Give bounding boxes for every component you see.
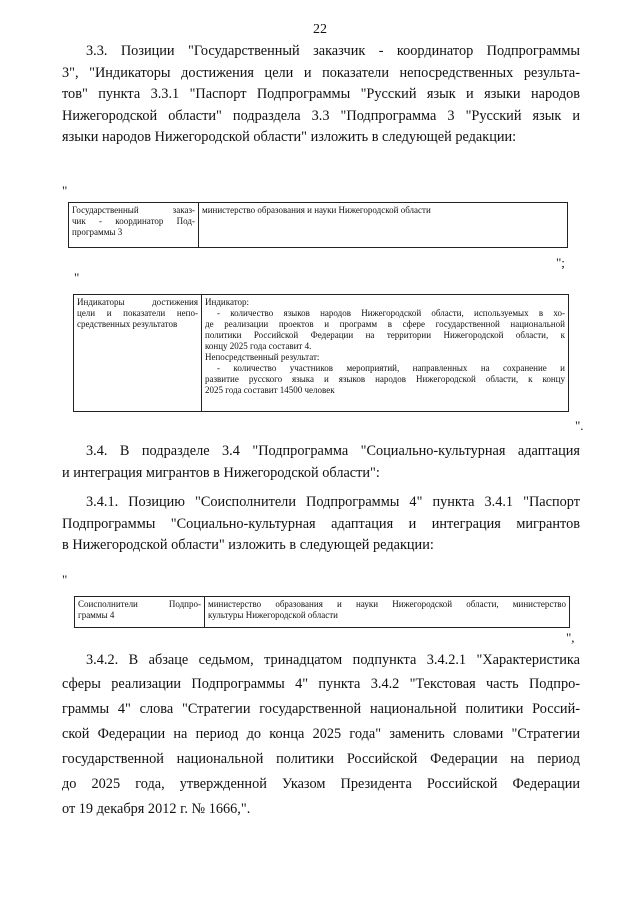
cell-line: министерство образования и науки Нижегородской области, министерство: [208, 599, 566, 609]
cell-line: политики Российской Федерации на территории Нижегородской области, к: [205, 330, 565, 340]
cell-line: Государственный заказ-: [72, 205, 195, 215]
text-line: граммы 4" слова "Стратегии государственной национальной политики Россий-: [62, 700, 580, 717]
paragraph-3-4: [62, 441, 580, 484]
cell-line: концу 2025 года составит 4.: [205, 341, 312, 351]
table-label-cell: [75, 597, 205, 628]
cell-line: - количество участников мероприятий, направленных на сохранение и: [217, 363, 565, 373]
cell-line: граммы 4: [78, 610, 115, 620]
close-quote: ",: [566, 630, 575, 645]
text-line: от 19 декабря 2012 г. № 1666,".: [62, 800, 251, 817]
open-quote: ": [62, 572, 68, 587]
text-line: 3.4. В подразделе 3.4 "Подпрограмма "Социально-культурная адаптация: [86, 443, 580, 459]
table-value-cell: [205, 597, 570, 628]
text-line: в Нижегородской области" изложить в следующей редакции:: [62, 537, 434, 554]
cell-line: средственных результатов: [77, 319, 178, 329]
text-line: 3.4.2. В абзаце седьмом, тринадцатом подпункта 3.4.2.1 "Характеристика: [86, 652, 580, 668]
cell-line: - количество языков народов Нижегородской области, используемых в хо-: [217, 308, 565, 318]
cell-line: министерство образования и науки Нижегородской области: [202, 205, 431, 215]
cell-line: 2025 года составит 14500 человек: [205, 385, 335, 395]
text-line: тов" пункта 3.3.1 "Паспорт Подпрограммы "Русский язык и языки народов: [62, 86, 580, 103]
cell-line: развитие русского языка и языков народов Нижегородской области, к концу: [205, 374, 565, 384]
cell-line: Индикаторы достижения: [77, 297, 198, 307]
text-line: 3.3. Позиции "Государственный заказчик - координатор Подпрограммы: [86, 43, 580, 59]
table-value-cell: [199, 203, 568, 248]
paragraph-3-4-1: [62, 492, 580, 557]
cell-line: культуры Нижегородской области: [208, 610, 338, 620]
text-line: Подпрограммы "Социально-культурная адаптация и интеграция мигрантов: [62, 515, 580, 532]
page-number: 22: [313, 22, 327, 37]
text-line: сферы реализации Подпрограммы 4" пункта 3.4.2 "Текстовая часть Подпро-: [62, 675, 580, 692]
close-quote: ";: [556, 255, 565, 270]
text-line: языки народов Нижегородской области" изложить в следующей редакции:: [62, 129, 517, 146]
cell-line: Непосредственный результат:: [205, 352, 320, 362]
cell-line: цели и показатели непо-: [77, 308, 198, 318]
open-quote: ": [74, 270, 80, 285]
cell-line: Индикатор:: [205, 297, 250, 307]
text-line: и интеграция мигрантов в Нижегородской области":: [62, 464, 380, 481]
table-coordinator: [68, 202, 568, 248]
text-line: 3", "Индикаторы достижения цели и показатели непосредственных результа-: [62, 64, 580, 81]
open-quote: ": [62, 183, 68, 198]
text-line: 3.4.1. Позицию "Соисполнители Подпрограммы 4" пункта 3.4.1 "Паспорт: [86, 494, 580, 510]
table-indicators: [73, 294, 569, 412]
table-label-cell: [69, 203, 199, 248]
text-line: до 2025 года, утвержденной Указом Президента Российской Федерации: [62, 775, 580, 792]
cell-line: программы 3: [72, 227, 123, 237]
paragraph-3-4-2: [62, 650, 580, 822]
table-value-cell: [202, 295, 569, 412]
cell-line: де реализации проектов и программ в сфере государственной национальной: [205, 319, 565, 329]
text-line: ской Федерации на период до конца 2025 года" заменить словами "Стратегии: [62, 725, 580, 742]
table-coexecutors: [74, 596, 570, 628]
text-line: Нижегородской области" подраздела 3.3 "Подпрограмма 3 "Русский язык и: [62, 107, 580, 124]
cell-line: чик - координатор Под-: [72, 216, 195, 226]
paragraph-3-3: [62, 41, 580, 149]
text-line: государственной национальной политики Российской Федерации на период: [62, 750, 580, 767]
table-label-cell: [74, 295, 202, 412]
cell-line: Соисполнители Подпро-: [78, 599, 201, 609]
close-quote: ".: [575, 418, 584, 433]
